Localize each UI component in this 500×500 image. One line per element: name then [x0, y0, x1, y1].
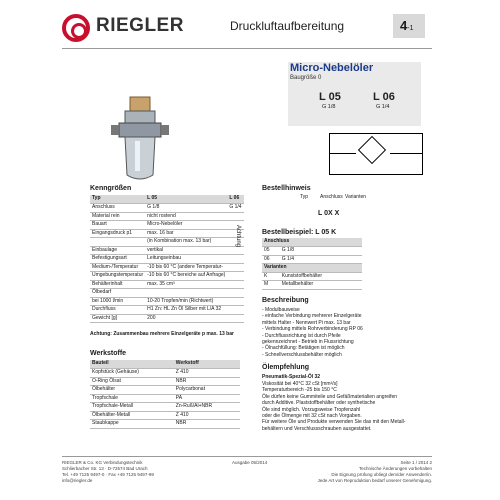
- table-cell: Z 410: [174, 369, 240, 378]
- footer-legal: [300, 460, 432, 484]
- table-cell: G 1/4: [229, 204, 242, 210]
- footer-address: [62, 460, 154, 484]
- text-line: Technische Änderungen vorbehalten: [358, 466, 432, 471]
- page-number: 4-1: [393, 14, 425, 38]
- table-cell: Anschluss: [90, 204, 145, 213]
- table-cell: (in Kombination max. 13 bar): [145, 238, 227, 247]
- text-line: mittels Halter - Nennwert Pi max. 13 bar: [262, 319, 351, 326]
- table-cell: 06: [262, 255, 280, 264]
- table-cell: Leitungseinbau: [145, 255, 227, 264]
- table-row: [90, 411, 240, 420]
- text-line: - Ölnachfüllung: Betätigen ist möglich: [262, 345, 345, 352]
- table-cell: Ölbehälter: [90, 386, 174, 395]
- order-heading: Bestellhinweis: [262, 185, 311, 192]
- table-cell: Gewicht [g]: [90, 314, 145, 323]
- text-line: Viskosität bei 40°C 32 cSt [mm²/s]: [262, 381, 338, 387]
- order-table: Anschluss 05 G 1/8 06 G 1/4 Varianten K Kunststoffbehälter M Metallbehälter: [262, 238, 362, 290]
- description-heading: Beschreibung: [262, 297, 309, 304]
- table-row: [90, 263, 244, 272]
- text-line: Tel. +49 7125 9497-0 · Fax +49 7125 9497-99: [62, 472, 154, 477]
- product-title: Micro-Nebelöler: [290, 62, 374, 74]
- table-row: [90, 280, 244, 289]
- text-line: Jede Art von Reproduktion bedarf unserer Genehmigung.: [317, 478, 432, 483]
- table-row: [90, 212, 244, 221]
- table-cell: [227, 289, 243, 298]
- oil-subheading: Pneumatik-Spezial-Öl 32: [262, 374, 321, 380]
- text-line: Temperaturbereich -25 bis 150 °C: [262, 387, 337, 394]
- table-cell: max. 16 bar: [145, 229, 227, 238]
- table-cell: H1 Zn: HL Zn Öl Silber mit L/A 32: [145, 306, 227, 315]
- table-row: [90, 246, 244, 255]
- table-cell: -10 bis 60 °C (andere Temperatur-: [145, 263, 227, 272]
- text-line: Öle sind möglich. Vorzugsweise Tropfenzahl: [262, 406, 361, 413]
- table-cell: Behälterinhalt: [90, 280, 145, 289]
- text-line: - Verbindung mittels Rohrverbinderung RP 06: [262, 326, 363, 333]
- product-subtitle: Baugröße 0: [290, 75, 322, 81]
- table-cell: M: [262, 281, 280, 290]
- table-cell: Bauart: [90, 221, 145, 230]
- order-example: Bestellbeispiel: L 05 K: [262, 229, 337, 236]
- table-row: [90, 394, 240, 403]
- oil-text: [262, 381, 405, 432]
- text-line: oder die Ölmenge mit 32 cSt nach Vorgaben.: [262, 413, 362, 420]
- table-row: [262, 272, 362, 281]
- model-l05: L 05: [319, 91, 341, 103]
- table-cell: Eingangsdruck p1: [90, 229, 145, 238]
- order-label-varianten: Varianten: [345, 194, 367, 200]
- text-line: - Modulbauweise: [262, 307, 300, 313]
- table-cell: O-Ring Ölsat: [90, 377, 174, 386]
- riegler-logo-icon: [62, 14, 90, 42]
- table-cell: [227, 314, 243, 323]
- table-row: [90, 238, 244, 247]
- table-cell: Ölbedarf: [90, 289, 145, 298]
- table-cell: K: [262, 272, 280, 281]
- oil-heading: Ölempfehlung: [262, 364, 310, 371]
- table-cell: Polycarbonat: [174, 386, 240, 395]
- table-cell: 05: [262, 247, 280, 256]
- table-cell: [227, 280, 243, 289]
- materials-heading: Werkstoffe: [90, 350, 127, 357]
- table-cell: Tropfschale: [90, 394, 174, 403]
- order-code: L 0X X: [318, 210, 340, 217]
- table-cell: bei 1000 l/min: [90, 297, 145, 306]
- table-cell: vertikal: [145, 246, 227, 255]
- table-cell: NBR: [174, 420, 240, 429]
- table-cell: [227, 255, 243, 264]
- brand-name: RIEGLER: [96, 15, 184, 36]
- table-cell: Medium-/Temperatur: [90, 263, 145, 272]
- text-line: Schlierbacher Str. 13 · D-72574 Bad Urach: [62, 466, 148, 471]
- table-cell: Ölbehälter-Metall: [90, 411, 174, 420]
- table-cell: Einbaulage: [90, 246, 145, 255]
- table-cell: 200: [145, 314, 227, 323]
- table-cell: [145, 289, 227, 298]
- table-cell: Tropfschale-Metall: [90, 403, 174, 412]
- table-row: [90, 221, 244, 230]
- table-cell: nicht rostend: [145, 212, 227, 221]
- text-line: info@riegler.de: [62, 478, 93, 483]
- table-row: [90, 306, 244, 315]
- text-line: gekennzeichnet - Betrieb in Flussrichtung: [262, 339, 354, 346]
- table-cell: Befestigungsart: [90, 255, 145, 264]
- specs-note: Achtung: Zusammenbau mehrere Einzelgeräte p max. 13 bar: [90, 331, 234, 337]
- text-line: durch Additive. Plaststoffbehälter oder synthetische: [262, 400, 376, 407]
- text-line: Für weitere Öle und Produkte verwenden Sie das mit den Metall-: [262, 419, 406, 426]
- table-cell: [227, 263, 243, 272]
- symbol-line-left: [330, 153, 356, 154]
- table-row: [90, 369, 240, 378]
- table-cell: G 1/8: [145, 204, 227, 213]
- table-cell: Metallbehälter: [280, 281, 362, 290]
- table-row: [90, 314, 244, 323]
- table-cell: Material rein: [90, 212, 145, 221]
- table-cell: Kopfstück (Gehäuse): [90, 369, 174, 378]
- table-cell: [227, 246, 243, 255]
- table-row: [90, 377, 240, 386]
- order-label-typ: Typ: [300, 194, 309, 200]
- table-cell: 10-20 Tropfen/min (Richtwert): [145, 297, 227, 306]
- table-row: [90, 403, 240, 412]
- materials-table: Bauteil Werkstoff Kopfstück (Gehäuse) Z 410 O-Ring Ölsat NBR Ölbehälter Polycarbonat Tropfschale PA Tropfschale-Metall Zn-Ruß/Al+NBR Ölbehälter-Metall Z 410 Staubkappe NBR: [90, 360, 240, 429]
- description-text: [262, 307, 363, 358]
- model-l05-thread: G 1/8: [322, 104, 336, 110]
- text-line: Die Eignung prüfung obliegt dem/der Anwender/in.: [331, 472, 432, 477]
- table-cell: G 1/4: [280, 255, 362, 264]
- page-title: Druckluftaufbereitung: [230, 19, 345, 33]
- table-row: [262, 281, 362, 290]
- footer-divider: [62, 456, 432, 457]
- table-row: [90, 420, 240, 429]
- table-cell: Micro-Nebelöler: [145, 221, 227, 230]
- model-l06: L 06: [373, 91, 395, 103]
- table-cell: Kunststoffbehälter: [280, 272, 362, 281]
- table-cell: [227, 306, 243, 315]
- text-line: Öle dürfen keine Gummiteile und Gefäßmaterialien angreifen: [262, 393, 398, 400]
- table-cell: Z 410: [174, 411, 240, 420]
- table-row: [90, 272, 244, 281]
- header-divider: [62, 48, 432, 49]
- table-cell: Zn-Ruß/Al+NBR: [174, 403, 240, 412]
- model-l06-thread: G 1/4: [376, 104, 390, 110]
- table-cell: max. 35 cm³: [145, 280, 227, 289]
- product-photo: [95, 95, 185, 185]
- table-row: [90, 297, 244, 306]
- symbol-line-right: [390, 153, 422, 154]
- table-cell: -10 bis 60 °C bereiche auf Anfrage): [147, 272, 226, 278]
- text-line: - einfache Verbindung mehrerer Einzelgeräte: [262, 313, 362, 320]
- specs-table: Typ L 05 L 06 Anschluss G 1/8 G 1/4 Material rein nicht rostend Bauart Micro-Nebelöler Eingangsdruck p1 max. 16 bar (in Kombination max. 13 bar) Einbaulage vertikal Befestigungsart Leitungseinbau Medium-/Temperatur -10 bis 60 °C (andere Temperatur- Umgebungstemperatur -10 bis 60 °C bereiche auf Anfrage) Behälterinhalt max. 35 cm³ Ölbedarf bei 1000 l/min 10-20 Tropfen/min (Richtwert) Durchfluss H1 Zn: HL Zn Öl Silber mit L/A 32 Gewicht [g] 200: [92, 195, 242, 321]
- footer-edition: Ausgabe 05/2014: [232, 460, 268, 465]
- table-cell: Umgebungstemperatur: [92, 272, 144, 278]
- table-cell: Staubkappe: [90, 420, 174, 429]
- table-row: [90, 255, 244, 264]
- table-cell: Durchfluss: [90, 306, 145, 315]
- table-cell: [90, 238, 145, 247]
- table-cell: [227, 212, 243, 221]
- table-row: [90, 386, 240, 395]
- table-cell: NBR: [174, 377, 240, 386]
- table-cell: G 1/8: [280, 247, 362, 256]
- text-line: RIEGLER & Co. KG Verbindungstechnik: [62, 460, 143, 465]
- text-line: - Schnellverschlussbehälter möglich: [262, 351, 342, 358]
- text-line: Seite 1 / 2014 2: [400, 460, 432, 465]
- table-row: [262, 247, 362, 256]
- text-line: behältern und Verschlussschrauben ausgestattet.: [262, 425, 372, 432]
- table-cell: PA: [174, 394, 240, 403]
- table-row: [262, 255, 362, 264]
- table-row: [90, 289, 244, 298]
- specs-side-label: Achtung: [235, 225, 241, 248]
- text-line: - Durchflussrichtung ist durch Pfeile: [262, 332, 341, 339]
- specs-heading: Kenngrößen: [90, 185, 132, 192]
- order-label-anschluss: Anschluss: [320, 194, 343, 200]
- table-cell: [227, 297, 243, 306]
- table-cell: [227, 272, 243, 281]
- table-row: [90, 204, 244, 213]
- table-row: [90, 229, 244, 238]
